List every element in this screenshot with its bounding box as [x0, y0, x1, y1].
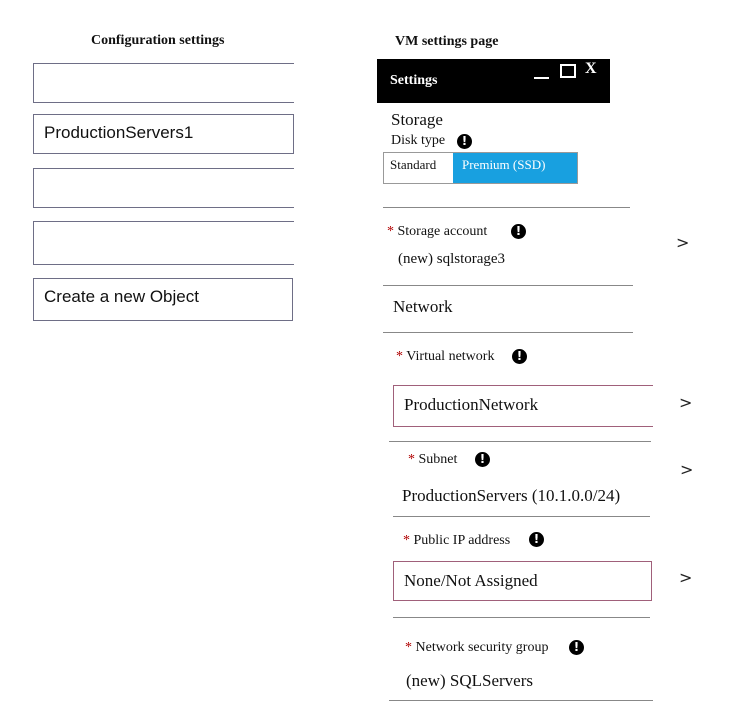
- public-ip-chevron-icon[interactable]: >: [679, 568, 693, 587]
- nsg-label-text: Network security group: [415, 640, 549, 655]
- public-ip-info-icon[interactable]: !: [529, 532, 544, 547]
- subnet-value[interactable]: ProductionServers (10.1.0.0/24): [402, 486, 621, 505]
- divider: [393, 516, 650, 517]
- storage-account-label: [387, 224, 487, 240]
- vm-settings-heading: VM settings page: [395, 34, 499, 49]
- disk-option-premium[interactable]: Premium (SSD): [453, 153, 577, 183]
- disk-option-standard[interactable]: Standard: [390, 157, 437, 172]
- virtual-network-field[interactable]: [393, 385, 653, 427]
- divider: [383, 332, 633, 333]
- required-marker: *: [405, 640, 412, 655]
- nsg-value[interactable]: (new) SQLServers: [406, 671, 533, 690]
- subnet-info-icon[interactable]: !: [475, 452, 490, 467]
- divider: [383, 285, 633, 286]
- virtual-network-chevron-icon[interactable]: >: [679, 393, 693, 412]
- storage-account-label-text: Storage account: [397, 224, 488, 239]
- close-icon[interactable]: X: [585, 60, 597, 77]
- config-slot-2[interactable]: [33, 114, 294, 154]
- config-slot-1[interactable]: [33, 63, 294, 103]
- maximize-icon[interactable]: [560, 64, 576, 78]
- storage-account-info-icon[interactable]: !: [511, 224, 526, 239]
- required-marker: *: [396, 349, 403, 364]
- nsg-label: [405, 640, 548, 656]
- storage-account-value[interactable]: (new) sqlstorage3: [398, 251, 506, 267]
- subnet-label-text: Subnet: [418, 452, 458, 467]
- public-ip-field[interactable]: [393, 561, 652, 601]
- virtual-network-label: [396, 349, 494, 365]
- disk-type-selector: [383, 152, 578, 184]
- divider: [389, 441, 651, 442]
- network-section-label: Network: [393, 297, 453, 316]
- virtual-network-label-text: Virtual network: [406, 349, 495, 364]
- public-ip-value: None/Not Assigned: [404, 571, 538, 590]
- required-marker: *: [387, 224, 394, 239]
- settings-title: Settings: [390, 73, 438, 88]
- storage-section-label: Storage: [391, 110, 443, 129]
- configuration-settings-heading: Configuration settings: [91, 33, 225, 48]
- required-marker: *: [403, 533, 410, 548]
- public-ip-label-text: Public IP address: [413, 533, 511, 548]
- config-slot-5[interactable]: [33, 278, 293, 321]
- public-ip-label: [403, 533, 510, 549]
- storage-account-chevron-icon[interactable]: >: [676, 233, 690, 252]
- virtual-network-info-icon[interactable]: !: [512, 349, 527, 364]
- divider: [389, 700, 653, 701]
- disk-type-info-icon[interactable]: !: [457, 134, 472, 149]
- config-slot-2-label: ProductionServers1: [44, 123, 194, 142]
- config-slot-5-label: Create a new Object: [44, 287, 199, 306]
- minimize-icon[interactable]: [534, 77, 549, 79]
- config-slot-4[interactable]: [33, 221, 294, 265]
- subnet-label: [408, 452, 457, 468]
- settings-titlebar: [377, 59, 610, 103]
- subnet-chevron-icon[interactable]: >: [680, 460, 694, 479]
- nsg-info-icon[interactable]: !: [569, 640, 584, 655]
- disk-type-label: Disk type: [391, 133, 446, 148]
- divider: [393, 617, 650, 618]
- virtual-network-value: ProductionNetwork: [404, 395, 539, 414]
- config-slot-3[interactable]: [33, 168, 294, 208]
- divider: [383, 207, 630, 208]
- required-marker: *: [408, 452, 415, 467]
